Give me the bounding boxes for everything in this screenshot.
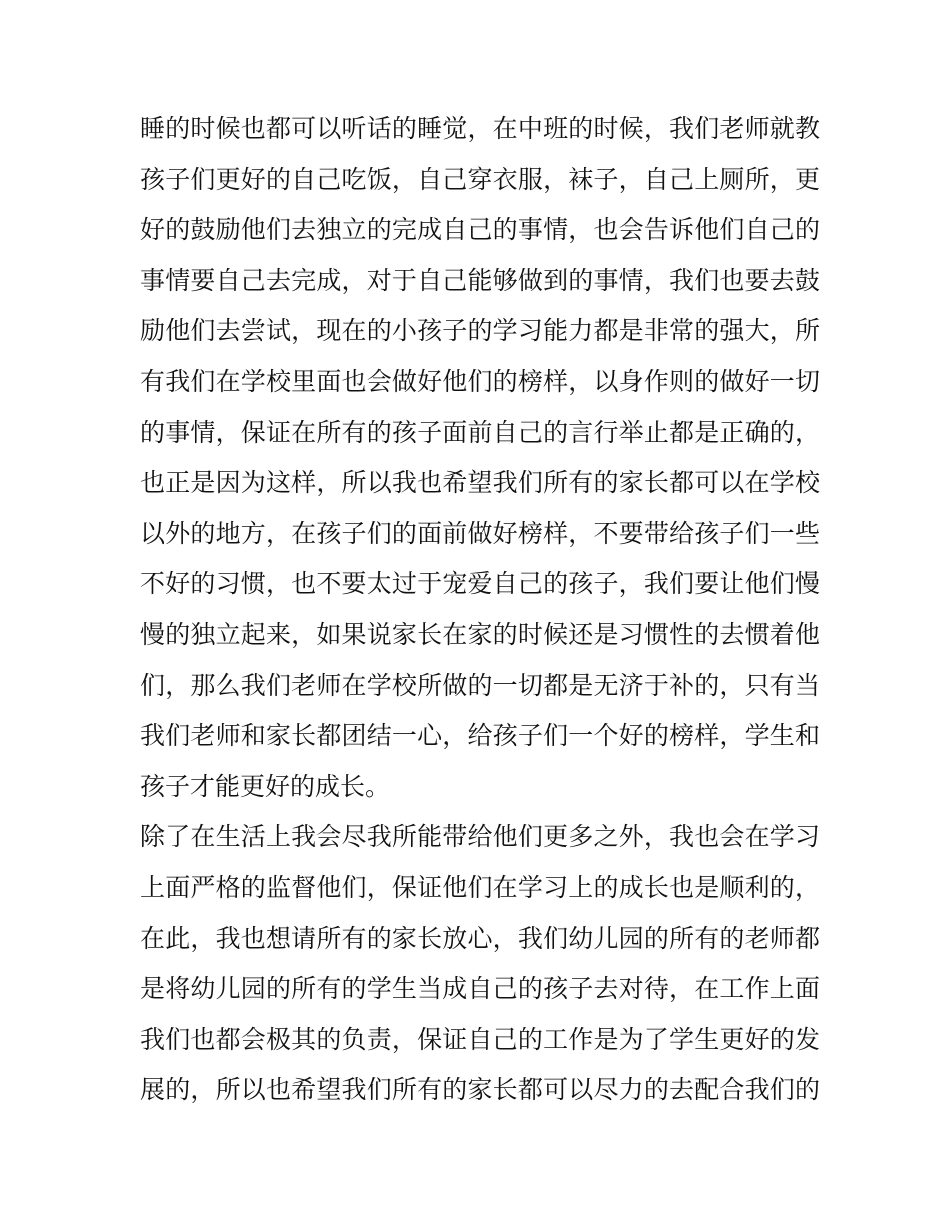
text-line-8: 也正是因为这样，所以我也希望我们所有的家长都可以在学校 [140,468,820,498]
text-line-15: 除了在生活上我会尽我所能带给他们更多之外，我也会在学习 [140,822,820,852]
text-line-16: 上面严格的监督他们，保证他们在学习上的成长也是顺利的， [140,872,820,902]
text-line-6: 有我们在学校里面也会做好他们的榜样，以身作则的做好一切 [140,366,820,396]
text-line-11: 慢的独立起来，如果说家长在家的时候还是习惯性的去惯着他 [140,619,820,649]
body-text [140,104,820,1116]
text-line-9: 以外的地方，在孩子们的面前做好榜样，不要带给孩子们一些 [140,518,820,548]
text-line-5: 励他们去尝试，现在的小孩子的学习能力都是非常的强大，所 [140,316,820,346]
text-line-20: 展的，所以也希望我们所有的家长都可以尽力的去配合我们的 [140,1075,820,1105]
text-line-17: 在此，我也想请所有的家长放心，我们幼儿园的所有的老师都 [140,923,820,953]
text-line-7: 的事情，保证在所有的孩子面前自己的言行举止都是正确的， [140,417,820,447]
text-line-3: 好的鼓励他们去独立的完成自己的事情，也会告诉他们自己的 [140,215,820,245]
text-line-14: 孩子才能更好的成长。 [140,771,391,801]
text-line-1: 睡的时候也都可以听话的睡觉，在中班的时候，我们老师就教 [140,114,820,143]
text-line-2: 孩子们更好的自己吃饭，自己穿衣服，袜子，自己上厕所，更 [140,164,820,194]
text-line-18: 是将幼儿园的所有的学生当成自己的孩子去对待，在工作上面 [140,974,820,1004]
text-line-10: 不好的习惯，也不要太过于宠爱自己的孩子，我们要让他们慢 [140,569,820,599]
text-line-19: 我们也都会极其的负责，保证自己的工作是为了学生更好的发 [140,1024,820,1054]
text-line-13: 我们老师和家长都团结一心，给孩子们一个好的榜样，学生和 [140,721,820,751]
text-line-4: 事情要自己去完成，对于自己能够做到的事情，我们也要去鼓 [140,265,820,295]
text-line-12: 们，那么我们老师在学校所做的一切都是无济于补的，只有当 [140,670,820,700]
